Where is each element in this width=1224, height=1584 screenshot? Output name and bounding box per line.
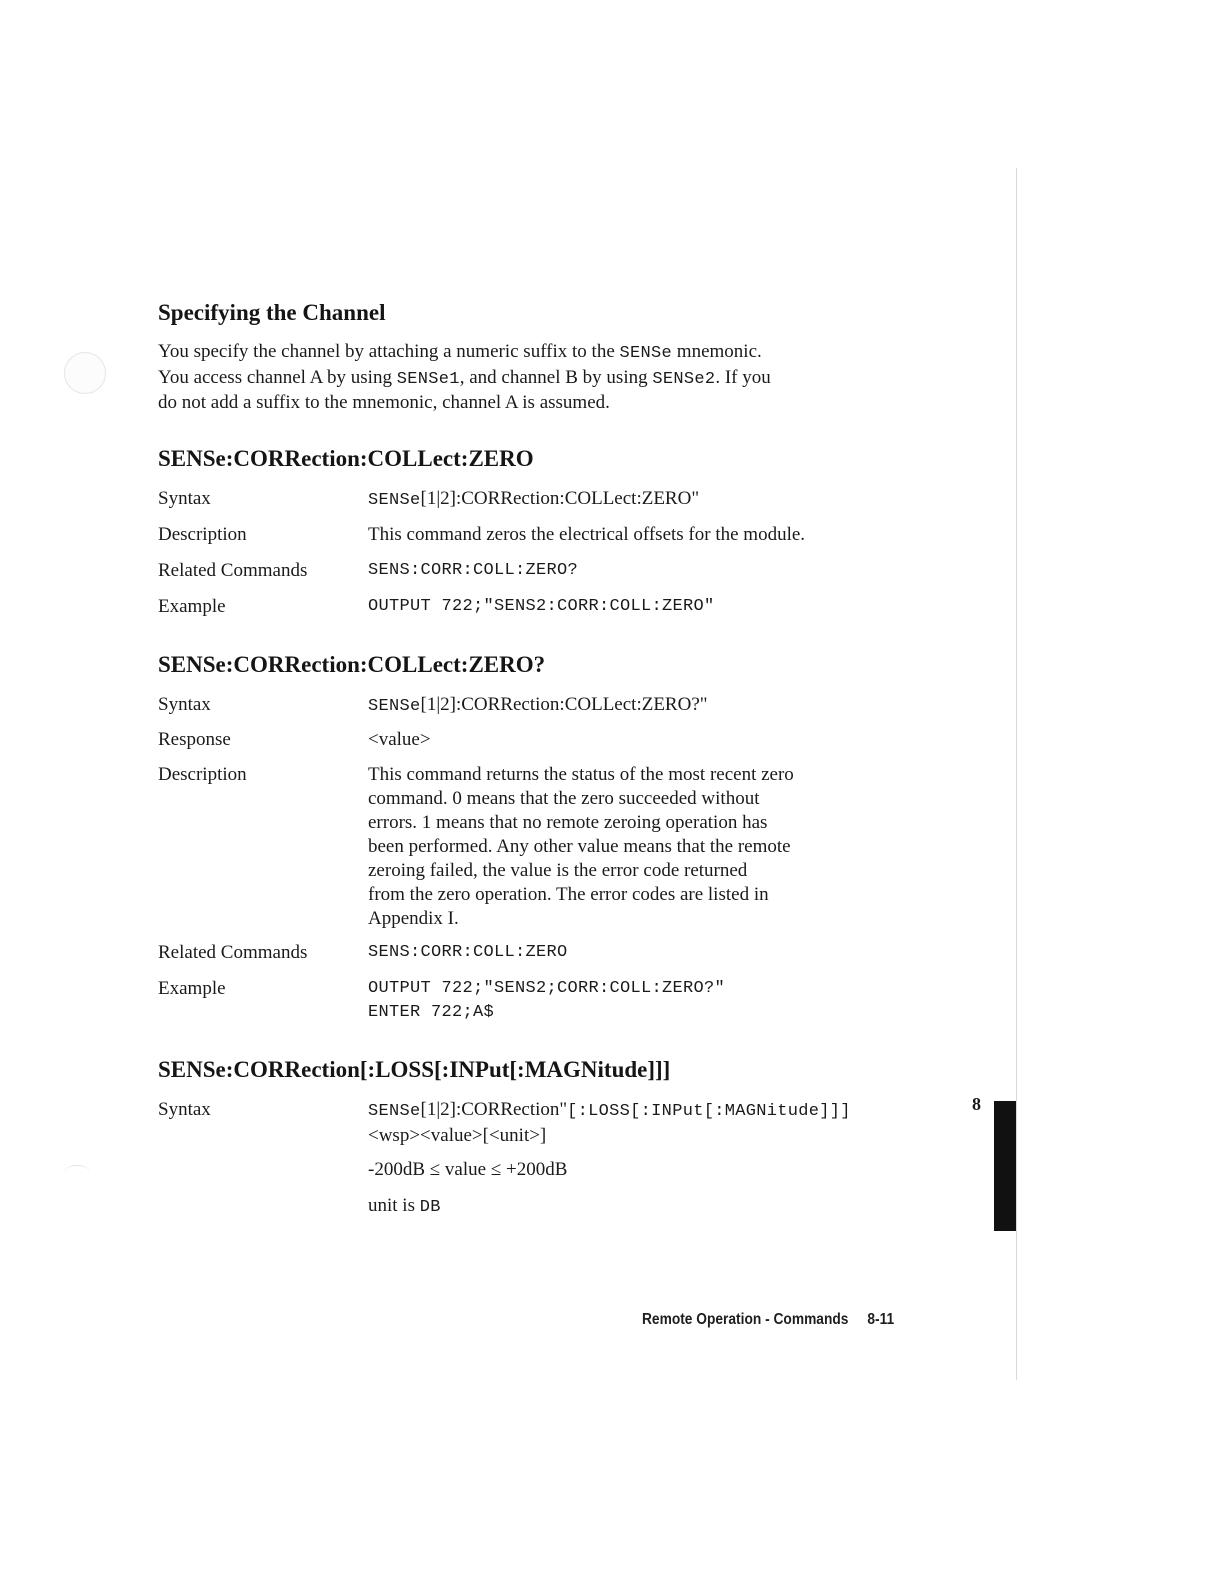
text: zeroing failed, the value is the error code returned [368, 860, 748, 881]
example-value [368, 977, 908, 1025]
code-text: ENTER 722;A$ [368, 1003, 495, 1022]
command-heading: SENSe:CORRection:COLLect:ZERO? [158, 652, 546, 677]
code-text: SENSe [368, 1102, 421, 1121]
text: You specify the channel by attaching a numeric suffix to the [158, 341, 620, 362]
syntax-label: Syntax [158, 694, 211, 715]
chapter-tab-bar [994, 1101, 1016, 1231]
example-label: Example [158, 978, 226, 999]
syntax-label: Syntax [158, 488, 211, 509]
text: mnemonic. [672, 341, 762, 362]
description-label: Description [158, 764, 247, 785]
description-value [368, 763, 908, 931]
text: This command returns the status of the most recent zero [368, 764, 794, 785]
example-value [368, 595, 908, 619]
page-number: 8-11 [867, 1311, 895, 1328]
text: . If you [715, 366, 771, 388]
text: Appendix I. [368, 908, 459, 929]
syntax-label: Syntax [158, 1099, 211, 1120]
page-footer [642, 1311, 894, 1329]
code-text: SENSe [368, 491, 421, 510]
text: [1|2]:CORRection:COLLect:ZERO?" [420, 694, 708, 715]
related-commands-value [368, 941, 908, 965]
code-text: DB [419, 1198, 441, 1217]
text: do not add a suffix to the mnemonic, channel A is assumed. [158, 392, 610, 413]
command-heading: SENSe:CORRection[:LOSS[:INPut[:MAGNitude]]] [158, 1057, 671, 1082]
chapter-tab-number: 8 [972, 1094, 981, 1114]
code-text: SENSe1 [396, 369, 460, 389]
code-text: SENS:CORR:COLL:ZERO? [368, 561, 579, 580]
related-commands-label: Related Commands [158, 560, 308, 581]
text: , and channel B by using [459, 366, 653, 388]
syntax-value [368, 487, 908, 513]
syntax-value [368, 1098, 908, 1148]
text: <value> [368, 729, 431, 750]
punch-hole-mark [64, 352, 106, 394]
command-heading: SENSe:CORRection:COLLect:ZERO [158, 446, 534, 471]
code-text: SENSe [368, 697, 421, 716]
code-text: OUTPUT 722;"SENS2:CORR:COLL:ZERO" [368, 597, 715, 616]
text: been performed. Any other value means that the remote [368, 836, 791, 857]
text: unit is [368, 1195, 420, 1216]
text: errors. 1 means that no remote zeroing operation has [368, 812, 768, 833]
text: You access channel A by using [158, 366, 397, 388]
text: [1|2]:CORRection:COLLect:ZERO" [420, 488, 700, 509]
response-value [368, 728, 908, 752]
text: command. 0 means that the zero succeeded without [368, 788, 760, 809]
related-commands-label: Related Commands [158, 942, 308, 963]
unit-value [368, 1194, 908, 1220]
syntax-value [368, 693, 908, 719]
code-text: SENS:CORR:COLL:ZERO [368, 943, 568, 962]
description-label: Description [158, 524, 247, 545]
footer-title: Remote Operation - Commands [642, 1311, 849, 1328]
text: from the zero operation. The error codes are listed in [368, 884, 769, 905]
channel-paragraph [158, 340, 918, 415]
description-value [368, 523, 908, 547]
code-text: [:LOSS[:INPut[:MAGNitude]]] [567, 1102, 851, 1121]
code-text: OUTPUT 722;"SENS2;CORR:COLL:ZERO?" [368, 979, 726, 998]
range-value [368, 1158, 908, 1182]
punch-hole-mark [64, 1165, 90, 1180]
text: -200dB ≤ value ≤ +200dB [368, 1159, 568, 1180]
text: <wsp><value>[<unit>] [368, 1125, 547, 1146]
text: This command zeros the electrical offsets for the module. [368, 524, 806, 545]
code-text: SENSe2 [652, 369, 716, 389]
page-edge-rule [1016, 168, 1017, 1380]
example-label: Example [158, 596, 226, 617]
code-text: SENSe [619, 344, 673, 363]
text: [1|2]:CORRection" [420, 1099, 568, 1120]
section-heading: Specifying the Channel [158, 300, 386, 325]
response-label: Response [158, 729, 231, 750]
related-commands-value [368, 559, 908, 583]
